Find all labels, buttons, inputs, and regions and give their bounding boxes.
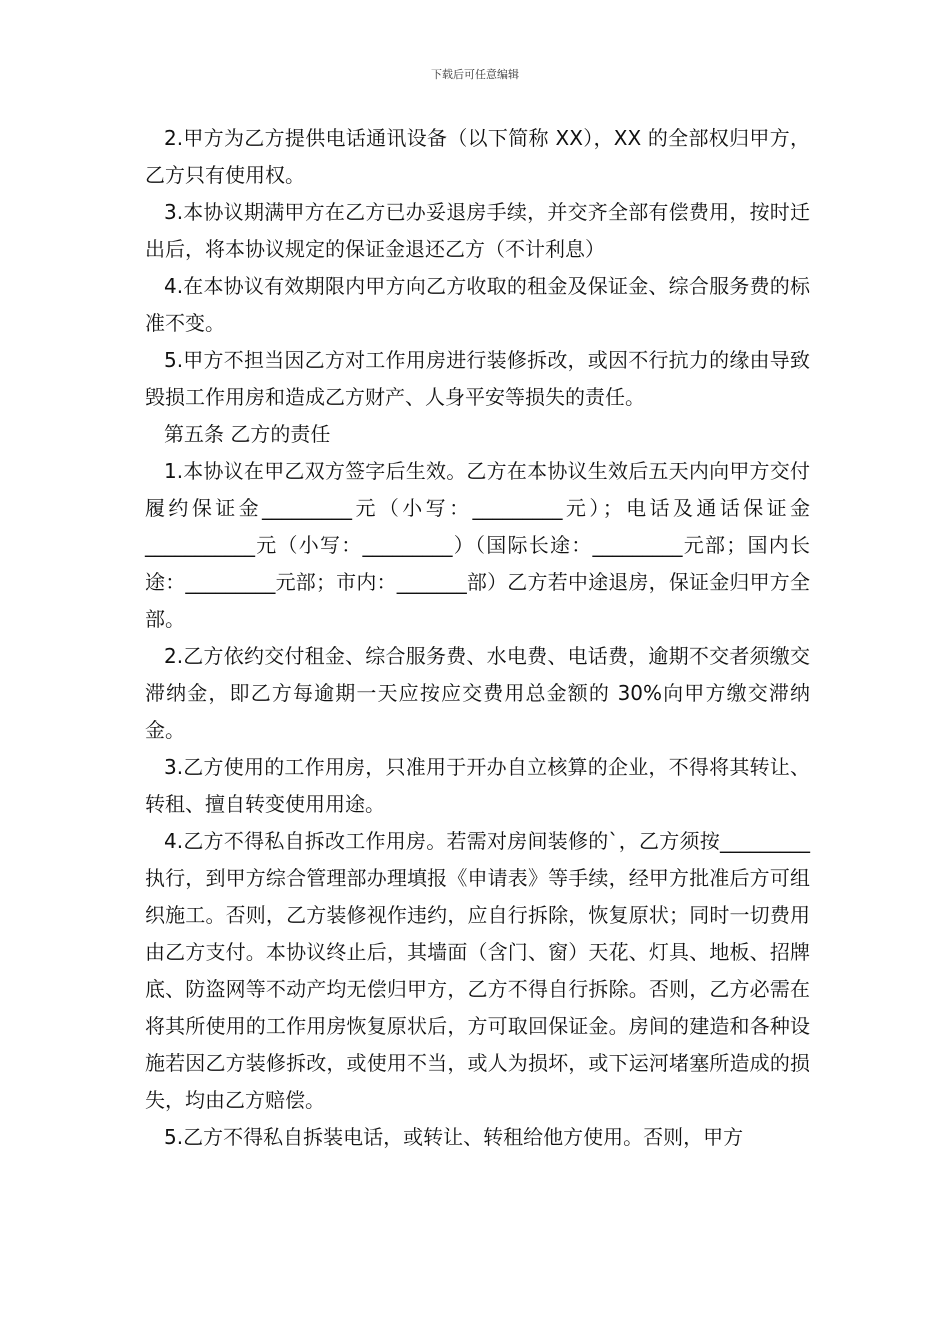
clause-paragraph: 2.甲方为乙方提供电话通讯设备（以下简称 XX），XX 的全部权归甲方，乙方只有使用权。 — [145, 126, 810, 187]
clause-paragraph: 2.乙方依约交付租金、综合服务费、水电费、电话费，逾期不交者须缴交滞纳金，即乙方每逾期一天应按应交费用总金额的 30%向甲方缴交滞纳金。 — [145, 644, 810, 742]
clause-paragraph: 4.乙方不得私自拆改工作用房。若需对房间装修的`，乙方须按_________执行，到甲方综合管理部办理填报《申请表》等手续，经甲方批准后方可组织施工。否则，乙方装修视作违约，应自行拆除，恢复原状；同时一切费用由乙方支付。本协议终止后，其墙面（含门、窗）天花、灯具、地板、招牌底、防盗网等不动产均无偿归甲方，乙方不得自行拆除。否则，乙方必需在将其所使用的工作用房恢复原状后，方可取回保证金。房间的建造和各种设施若因乙方装修拆改，或使用不当，或人为损坏，或下运河堵塞所造成的损失，均由乙方赔偿。 — [145, 829, 810, 1112]
section-heading: 第五条 乙方的责任 — [164, 422, 331, 446]
clause-paragraph: 3.本协议期满甲方在乙方已办妥退房手续，并交齐全部有偿费用，按时迁出后，将本协议规定的保证金退还乙方（不计利息） — [145, 200, 810, 261]
clause-paragraph: 5.乙方不得私自拆装电话，或转让、转租给他方使用。否则，甲方 — [164, 1125, 744, 1149]
clause-paragraph: 1.本协议在甲乙双方签字后生效。乙方在本协议生效后五天内向甲方交付履约保证金_________元（小写：_________元）；电话及通话保证金___________元（小写：_________）（国际长途：_________元部；国内长途：_________元部；市内：_______部）乙方若中途退房，保证金归甲方全部。 — [145, 459, 810, 631]
document-body — [145, 120, 810, 1156]
clause-paragraph: 5.甲方不担当因乙方对工作用房进行装修拆改，或因不行抗力的缘由导致毁损工作用房和造成乙方财产、人身平安等损失的责任。 — [145, 348, 810, 409]
clause-paragraph: 4.在本协议有效期限内甲方向乙方收取的租金及保证金、综合服务费的标准不变。 — [145, 274, 810, 335]
clause-paragraph: 3.乙方使用的工作用房，只准用于开办自立核算的企业，不得将其转让、转租、擅自转变使用用途。 — [145, 755, 810, 816]
page-header-note: 下载后可任意编辑 — [431, 68, 519, 81]
